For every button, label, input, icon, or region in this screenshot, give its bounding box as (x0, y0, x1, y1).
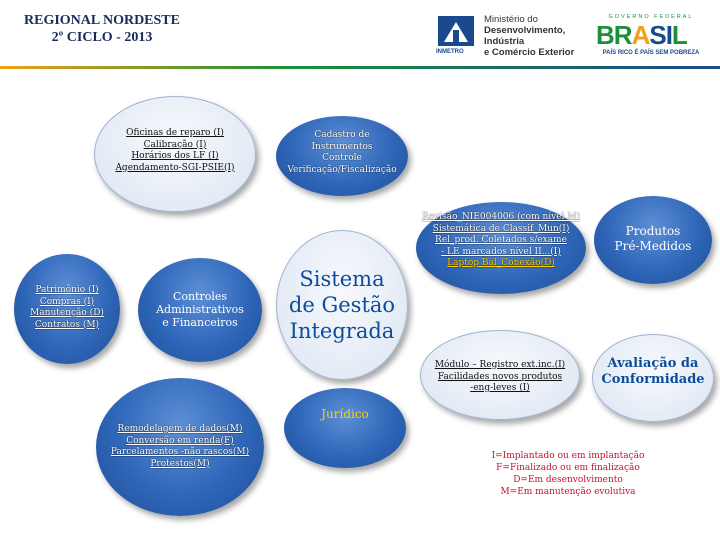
node-line: e Financeiros (162, 316, 238, 329)
node-line: Patrimônio (I) (35, 285, 99, 295)
node-line: Administrativos (156, 303, 244, 316)
node-line: de Gestão (288, 293, 396, 317)
inmetro-label: INMETRO (436, 49, 464, 55)
node-line: Cadastro de (314, 130, 370, 140)
node-sistema-text (272, 266, 412, 344)
legend-item: F=Finalizado ou em finalização (496, 463, 640, 473)
status-legend (470, 450, 666, 498)
ministry-name (484, 14, 594, 58)
node-line: Contratos (M) (34, 319, 100, 330)
node-juridico (284, 388, 406, 468)
node-produtos-text (594, 224, 712, 254)
node-line: Laptop Bal_Conexão(D) (447, 258, 555, 268)
ministry-line: Ministério do (484, 14, 538, 25)
node-cadastro-text (276, 130, 408, 176)
node-line: Conversão em renda(F) (126, 435, 234, 446)
node-line: Facilidades novos produtos (437, 371, 563, 382)
node-line: Integrada (289, 319, 395, 343)
node-line: Protestos(M) (150, 458, 210, 469)
node-line: Conformidade (601, 372, 705, 387)
node-line: Parcelamentos -não rascos(M) (110, 447, 250, 457)
node-controles-text (138, 290, 262, 329)
node-line: Instrumentos (311, 141, 373, 152)
ministry-line: e Comércio Exterior (484, 47, 575, 58)
node-modulo-text (416, 360, 584, 395)
region-title (12, 12, 192, 46)
node-patrimonio-text (10, 285, 124, 331)
legend-item: D=Em desenvolvimento (513, 475, 623, 485)
node-line: Avaliação da (607, 356, 699, 371)
node-line: Controle (322, 153, 362, 163)
region-name: REGIONAL NORDESTE (24, 13, 180, 28)
cycle-label: 2º CICLO - 2013 (51, 30, 153, 45)
gov-top-label: GOVERNO FEDERAL (608, 14, 694, 20)
node-line: Pré-Medidos (614, 239, 692, 253)
node-line: Controles (172, 290, 228, 303)
node-line: Módulo – Registro ext.inc.(I) (434, 360, 566, 370)
node-remodelagem-text (92, 424, 268, 470)
node-line: Manutenção (D) (30, 308, 104, 318)
node-juridico-text (284, 407, 406, 421)
inmetro-logo-icon (436, 14, 476, 54)
node-line: Horários dos LF (I) (131, 151, 219, 161)
ministry-line: Desenvolvimento, Indústria (484, 25, 566, 47)
node-line: Jurídico (321, 407, 369, 421)
node-line: Sistemática de Classif_Mun(I) (432, 223, 570, 234)
legend-item: M=Em manutenção evolutiva (500, 487, 636, 497)
node-line: Produtos (625, 224, 681, 238)
node-line: Revisão_NIE004006 (com nível M) (421, 212, 581, 222)
node-line: Calibração (I) (143, 139, 207, 150)
node-line: - LE marcados nível II...(I) (441, 246, 561, 257)
node-line: Rel_prod. Coletados s/exame (435, 235, 567, 245)
node-line: Sistema (299, 267, 385, 291)
gov-slogan: PAÍS RICO É PAÍS SEM POBREZA (602, 50, 700, 56)
node-line: Compras (I) (39, 296, 95, 307)
node-line: -eng-leves (I) (470, 383, 530, 393)
node-oficinas-text (94, 128, 256, 174)
government-logo (594, 14, 708, 58)
node-line: Remodelagem de dados(M) (117, 424, 243, 434)
header-divider (0, 66, 720, 69)
node-revisao-text (412, 212, 590, 270)
legend-item: I=Implantado ou em implantação (491, 451, 645, 461)
node-line: Agendamento-SGI-PSIE(I) (115, 162, 235, 173)
node-line: Oficinas de reparo (I) (126, 128, 224, 138)
node-avaliacao-text (590, 356, 716, 388)
gov-brasil-wordmark: BRASIL (596, 20, 687, 50)
node-line: Verificação/Fiscalização (287, 164, 397, 175)
